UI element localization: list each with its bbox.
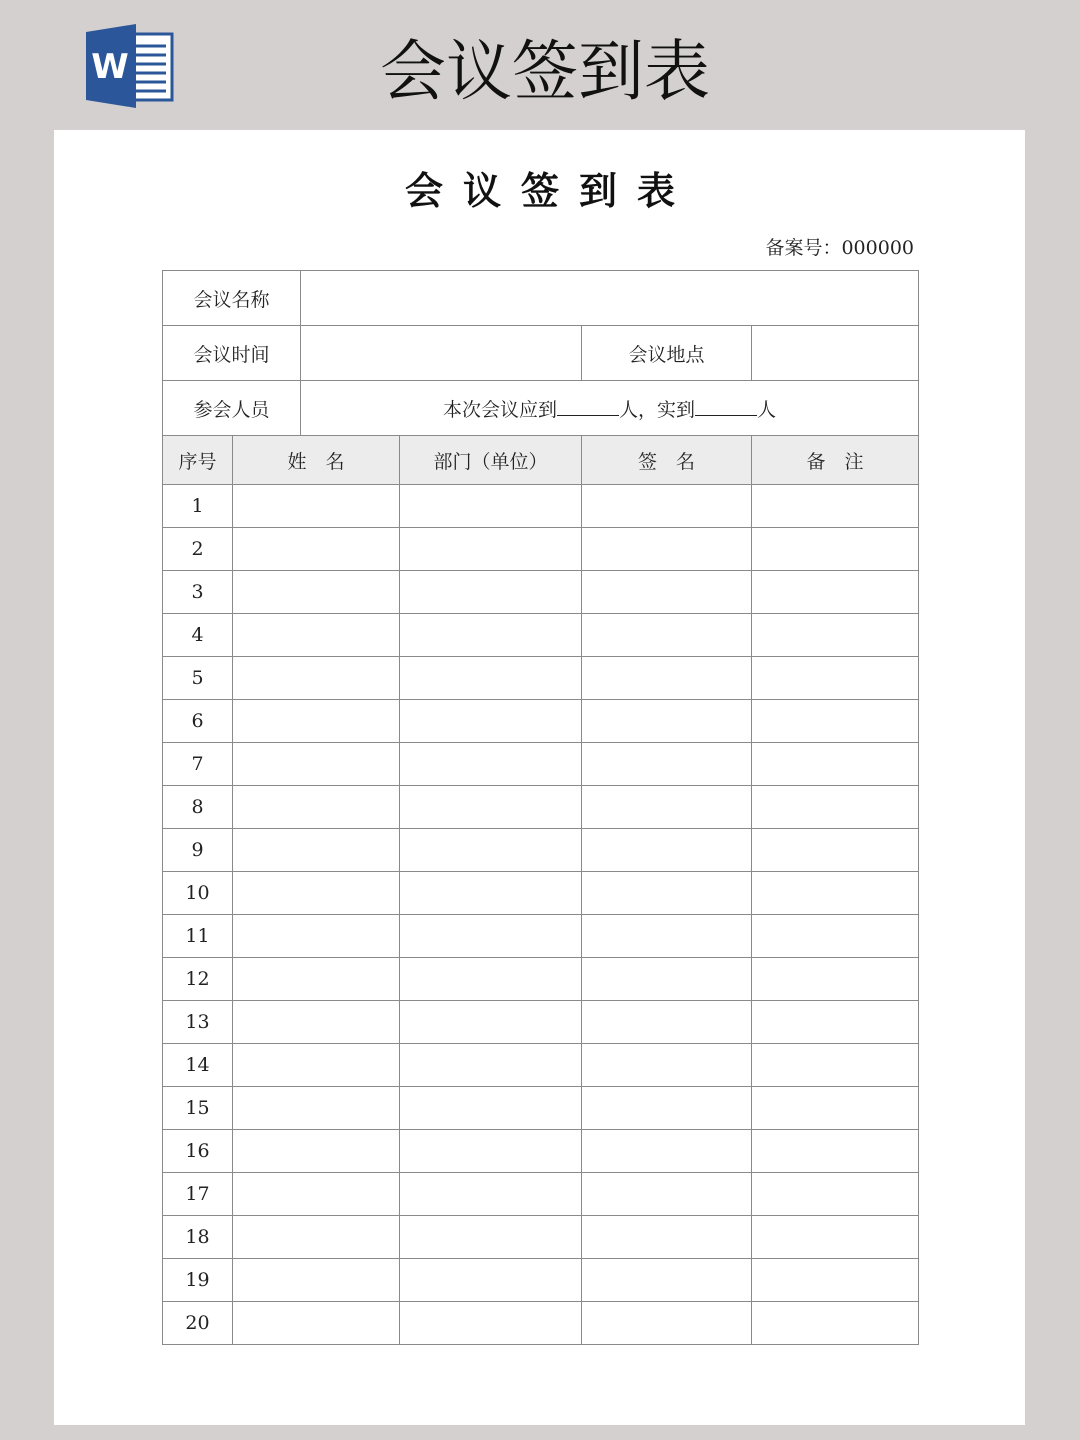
remarks-cell[interactable]	[752, 571, 919, 614]
remarks-cell[interactable]	[752, 1001, 919, 1044]
column-header-remarks: 备 注	[752, 436, 919, 485]
department-cell[interactable]	[400, 743, 582, 786]
attendees-label: 参会人员	[163, 381, 301, 436]
table-row	[163, 657, 919, 700]
remarks-cell[interactable]	[752, 700, 919, 743]
row-number: 18	[163, 1216, 233, 1259]
actual-count-blank[interactable]	[695, 395, 757, 416]
meeting-name-field[interactable]	[301, 271, 919, 326]
remarks-cell[interactable]	[752, 1302, 919, 1345]
remarks-cell[interactable]	[752, 485, 919, 528]
row-number: 12	[163, 958, 233, 1001]
row-number: 11	[163, 915, 233, 958]
department-cell[interactable]	[400, 958, 582, 1001]
department-cell[interactable]	[400, 829, 582, 872]
meeting-name-label: 会议名称	[163, 271, 301, 326]
remarks-cell[interactable]	[752, 872, 919, 915]
signature-cell[interactable]	[582, 528, 752, 571]
attendance-text-expected: 本次会议应到	[442, 398, 557, 421]
remarks-cell[interactable]	[752, 1130, 919, 1173]
row-number: 2	[163, 528, 233, 571]
signature-cell[interactable]	[582, 915, 752, 958]
remarks-cell[interactable]	[752, 614, 919, 657]
column-header-name: 姓 名	[233, 436, 400, 485]
name-cell[interactable]	[233, 915, 400, 958]
department-cell[interactable]	[400, 1216, 582, 1259]
attendance-count	[301, 381, 919, 436]
name-cell[interactable]	[233, 571, 400, 614]
remarks-cell[interactable]	[752, 1087, 919, 1130]
column-header-number: 序号	[163, 436, 233, 485]
row-number: 3	[163, 571, 233, 614]
row-number: 10	[163, 872, 233, 915]
row-number: 20	[163, 1302, 233, 1345]
signature-cell[interactable]	[582, 1302, 752, 1345]
signature-cell[interactable]	[582, 1216, 752, 1259]
remarks-cell[interactable]	[752, 743, 919, 786]
row-number: 9	[163, 829, 233, 872]
remarks-cell[interactable]	[752, 1044, 919, 1087]
name-cell[interactable]	[233, 1001, 400, 1044]
table-row	[163, 915, 919, 958]
name-cell[interactable]	[233, 614, 400, 657]
expected-count-blank[interactable]	[557, 395, 619, 416]
meeting-location-label: 会议地点	[582, 326, 752, 381]
name-cell[interactable]	[233, 743, 400, 786]
table-row	[163, 829, 919, 872]
signature-cell[interactable]	[582, 958, 752, 1001]
name-cell[interactable]	[233, 958, 400, 1001]
table-row	[163, 743, 919, 786]
name-cell[interactable]	[233, 786, 400, 829]
table-row	[163, 1259, 919, 1302]
table-row	[163, 872, 919, 915]
table-row	[163, 1001, 919, 1044]
name-cell[interactable]	[233, 1130, 400, 1173]
department-cell[interactable]	[400, 614, 582, 657]
name-cell[interactable]	[233, 1259, 400, 1302]
row-number: 13	[163, 1001, 233, 1044]
signature-cell[interactable]	[582, 700, 752, 743]
row-number: 14	[163, 1044, 233, 1087]
signature-cell[interactable]	[582, 1259, 752, 1302]
table-row	[163, 485, 919, 528]
table-row	[163, 1302, 919, 1345]
remarks-cell[interactable]	[752, 958, 919, 1001]
signature-cell[interactable]	[582, 1130, 752, 1173]
row-number: 6	[163, 700, 233, 743]
meeting-time-label: 会议时间	[163, 326, 301, 381]
table-row	[163, 958, 919, 1001]
department-cell[interactable]	[400, 1087, 582, 1130]
department-cell[interactable]	[400, 571, 582, 614]
name-cell[interactable]	[233, 1216, 400, 1259]
row-number: 15	[163, 1087, 233, 1130]
department-cell[interactable]	[400, 1130, 582, 1173]
row-number: 8	[163, 786, 233, 829]
department-cell[interactable]	[400, 872, 582, 915]
row-number: 5	[163, 657, 233, 700]
table-row	[163, 700, 919, 743]
signature-cell[interactable]	[582, 1001, 752, 1044]
department-cell[interactable]	[400, 485, 582, 528]
sign-in-table	[162, 270, 919, 1345]
department-cell[interactable]	[400, 657, 582, 700]
table-row	[163, 1130, 919, 1173]
row-number: 17	[163, 1173, 233, 1216]
signature-cell[interactable]	[582, 657, 752, 700]
name-cell[interactable]	[233, 700, 400, 743]
signature-cell[interactable]	[582, 786, 752, 829]
signature-cell[interactable]	[582, 485, 752, 528]
attendance-text-unit: 人	[757, 398, 777, 421]
table-row	[163, 1173, 919, 1216]
table-row	[163, 786, 919, 829]
department-cell[interactable]	[400, 915, 582, 958]
name-cell[interactable]	[233, 1044, 400, 1087]
column-header-signature: 签 名	[582, 436, 752, 485]
department-cell[interactable]	[400, 1044, 582, 1087]
signature-cell[interactable]	[582, 1044, 752, 1087]
row-number: 16	[163, 1130, 233, 1173]
table-row	[163, 614, 919, 657]
signature-cell[interactable]	[582, 1087, 752, 1130]
name-cell[interactable]	[233, 1087, 400, 1130]
signature-cell[interactable]	[582, 872, 752, 915]
signature-cell[interactable]	[582, 614, 752, 657]
remarks-cell[interactable]	[752, 1216, 919, 1259]
column-header-department: 部门（单位）	[400, 436, 582, 485]
department-cell[interactable]	[400, 1259, 582, 1302]
svg-text:W: W	[91, 47, 129, 87]
meeting-location-field[interactable]	[752, 326, 919, 381]
banner-title: 会议签到表	[380, 33, 710, 110]
table-row	[163, 1044, 919, 1087]
remarks-cell[interactable]	[752, 657, 919, 700]
department-cell[interactable]	[400, 786, 582, 829]
signature-cell[interactable]	[582, 829, 752, 872]
name-cell[interactable]	[233, 1173, 400, 1216]
row-number: 4	[163, 614, 233, 657]
document-title: 会议签到表	[404, 168, 695, 213]
name-cell[interactable]	[233, 829, 400, 872]
department-cell[interactable]	[400, 528, 582, 571]
remarks-cell[interactable]	[752, 829, 919, 872]
name-cell[interactable]	[233, 1302, 400, 1345]
name-cell[interactable]	[233, 657, 400, 700]
remarks-cell[interactable]	[752, 528, 919, 571]
department-cell[interactable]	[400, 1302, 582, 1345]
row-number: 1	[163, 485, 233, 528]
attendance-text-actual: 人，实到	[619, 398, 696, 421]
department-cell[interactable]	[400, 1001, 582, 1044]
remarks-cell[interactable]	[752, 915, 919, 958]
name-cell[interactable]	[233, 485, 400, 528]
record-number: 备案号：000000	[765, 237, 914, 259]
table-row	[163, 1087, 919, 1130]
remarks-cell[interactable]	[752, 1259, 919, 1302]
table-row	[163, 528, 919, 571]
meeting-time-field[interactable]	[301, 326, 582, 381]
remarks-cell[interactable]	[752, 1173, 919, 1216]
remarks-cell[interactable]	[752, 786, 919, 829]
signature-cell[interactable]	[582, 571, 752, 614]
table-row	[163, 571, 919, 614]
department-cell[interactable]	[400, 1173, 582, 1216]
row-number: 7	[163, 743, 233, 786]
signature-cell[interactable]	[582, 1173, 752, 1216]
name-cell[interactable]	[233, 872, 400, 915]
row-number: 19	[163, 1259, 233, 1302]
department-cell[interactable]	[400, 700, 582, 743]
signature-cell[interactable]	[582, 743, 752, 786]
table-row	[163, 1216, 919, 1259]
name-cell[interactable]	[233, 528, 400, 571]
